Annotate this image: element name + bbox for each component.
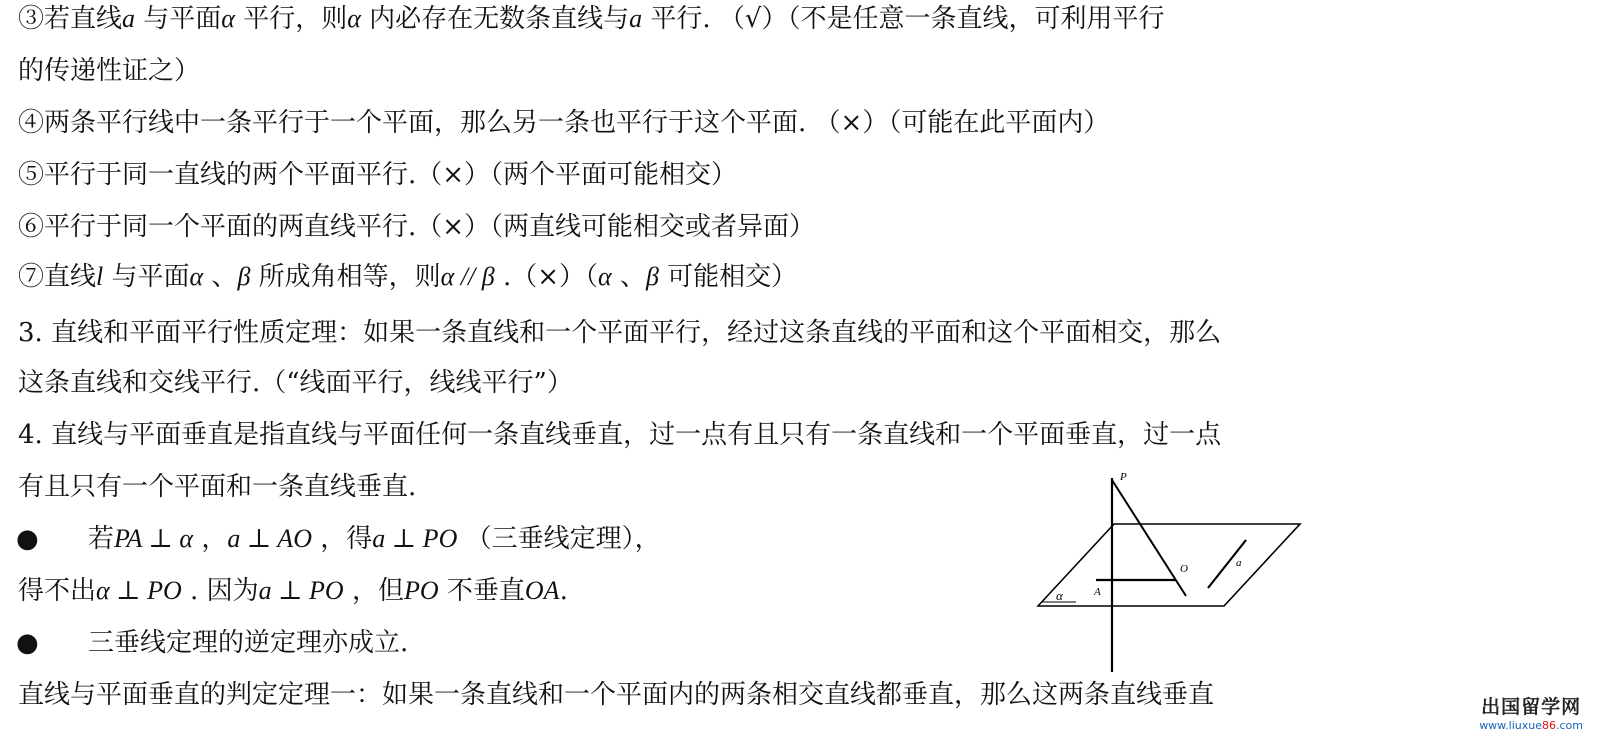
site-watermark — [1479, 692, 1583, 732]
text: 与平面 — [135, 4, 222, 34]
math-a: a — [122, 4, 136, 33]
text: 若 — [88, 524, 115, 554]
math-expr: a ⊥ PO — [372, 524, 458, 553]
text: ，得 — [311, 524, 373, 554]
text: .（×）（ — [494, 262, 599, 292]
statement-3-cont: 的传递性证之） — [18, 56, 201, 86]
theorem-4-cont: 有且只有一个平面和一条直线垂直. — [18, 472, 417, 502]
text: 与平面 — [103, 262, 190, 292]
math-expr: PA ⊥ α — [114, 524, 194, 553]
math-l: l — [96, 262, 104, 291]
text: . — [559, 576, 568, 606]
statement-7 — [18, 262, 797, 292]
statement-5: ⑤平行于同一直线的两个平面平行.（×）（两个平面可能相交） — [18, 160, 738, 190]
theorem-4: 4. 直线与平面垂直是指直线与平面任何一条直线垂直，过一点有且只有一条直线和一个平面垂直，过一点 — [18, 420, 1222, 450]
label-P: P — [1120, 471, 1127, 483]
math-expr: α ⊥ PO — [96, 576, 182, 605]
criterion-theorem-1: 直线与平面垂直的判定定理一：如果一条直线和一个平面内的两条相交直线都垂直，那么这两条直线垂直 — [18, 680, 1215, 710]
text: 得不出 — [18, 576, 97, 606]
bullet-dot: ● — [16, 628, 39, 658]
text: 所成角相等，则 — [250, 262, 441, 292]
bullet-dot: ● — [16, 524, 39, 554]
converse-statement: 三垂线定理的逆定理亦成立. — [88, 628, 409, 658]
cannot-conclude-line — [18, 576, 568, 606]
url-part: 86 — [1542, 719, 1556, 732]
label-a: a — [1236, 557, 1242, 569]
oblique-PO — [1112, 480, 1186, 596]
url-part: .com — [1556, 719, 1583, 732]
math-beta: β — [237, 262, 251, 291]
text: 不垂直 — [438, 576, 525, 606]
text: 平行，则 — [234, 4, 348, 34]
theorem-3: 3. 直线和平面平行性质定理：如果一条直线和一个平面平行，经过这条直线的平面和这个平面相交，那么 — [18, 318, 1222, 348]
math-alpha: α — [189, 262, 204, 291]
text: 平行. （√）（不是任意一条直线，可利用平行 — [642, 4, 1165, 34]
text: ， — [193, 524, 228, 554]
text: ，但 — [343, 576, 404, 606]
text: ⑦直线 — [18, 262, 97, 292]
statement-3 — [18, 4, 1165, 34]
text: 内必存在无数条直线与 — [360, 4, 630, 34]
three-perpendiculars-figure — [1030, 468, 1310, 678]
math-alpha: α — [347, 4, 361, 33]
watermark-title: 出国留学网 — [1481, 696, 1582, 718]
label-alpha: α — [1056, 588, 1063, 603]
plane-alpha — [1038, 524, 1300, 606]
math-alpha: α — [221, 4, 235, 33]
theorem-3-cont: 这条直线和交线平行.（“线面平行，线线平行”） — [18, 368, 573, 398]
text: （三垂线定理）， — [457, 524, 661, 554]
text: . 因为 — [181, 576, 259, 606]
text: ③若直线 — [18, 4, 123, 34]
math-expr: OA — [524, 576, 560, 605]
watermark-url — [1479, 719, 1583, 732]
text: 可能相交） — [658, 262, 798, 292]
text: 、 — [203, 262, 238, 292]
label-A: A — [1094, 586, 1101, 598]
three-perpendiculars-statement — [88, 524, 661, 554]
text: 、 — [611, 262, 646, 292]
label-O: O — [1180, 563, 1188, 575]
statement-4: ④两条平行线中一条平行于一个平面，那么另一条也平行于这个平面. （×）（可能在此平面内） — [18, 108, 1110, 138]
math-expr: PO — [403, 576, 439, 605]
math-expr: a ⊥ AO — [227, 524, 312, 553]
url-part: www.liuxue — [1479, 719, 1542, 732]
statement-6: ⑥平行于同一个平面的两直线平行.（×）（两直线可能相交或者异面） — [18, 212, 816, 242]
math-parallel: α // β — [440, 262, 495, 291]
math-beta: β — [645, 262, 659, 291]
math-alpha: α — [598, 262, 612, 291]
math-a: a — [629, 4, 643, 33]
math-expr: a ⊥ PO — [258, 576, 344, 605]
